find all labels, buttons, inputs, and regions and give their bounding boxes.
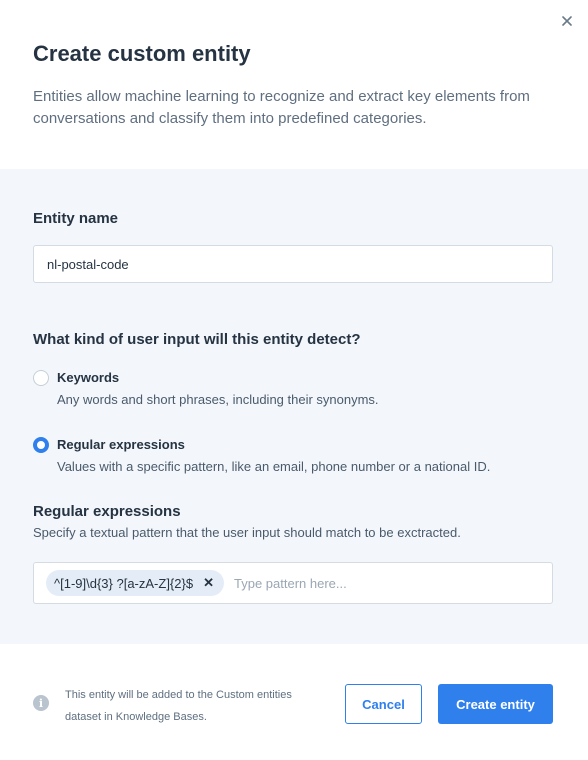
modal-subtitle: Entities allow machine learning to recognize and extract key elements from conversations and classify them into predefined categories. bbox=[33, 88, 530, 127]
keywords-description: Any words and short phrases, including their synonyms. bbox=[57, 392, 379, 407]
pattern-chip-label: ^[1-9]\d{3} ?[a-zA-Z]{2}$ bbox=[54, 575, 194, 591]
pattern-input-box[interactable] bbox=[33, 562, 553, 604]
modal-body bbox=[0, 169, 588, 644]
regex-section-description: Specify a textual pattern that the user input should match to be exctracted. bbox=[33, 525, 461, 540]
detect-question: What kind of user input will this entity detect? bbox=[33, 331, 361, 348]
regex-option-description: Values with a specific pattern, like an email, phone number or a national ID. bbox=[57, 459, 491, 474]
close-icon[interactable] bbox=[558, 12, 576, 30]
create-entity-button[interactable]: Create entity bbox=[438, 684, 553, 724]
regex-option-title: Regular expressions bbox=[57, 437, 185, 452]
entity-name-input[interactable]: nl-postal-code bbox=[33, 245, 553, 283]
modal-title: Create custom entity bbox=[33, 41, 251, 66]
keywords-title: Keywords bbox=[57, 370, 120, 385]
entity-name-label: Entity name bbox=[33, 210, 119, 227]
pattern-input[interactable] bbox=[234, 576, 474, 591]
remove-chip-icon[interactable]: ✕ bbox=[203, 575, 214, 590]
regex-section-label: Regular expressions bbox=[33, 503, 181, 520]
option-keywords[interactable] bbox=[33, 369, 379, 409]
option-regular-expressions[interactable] bbox=[33, 436, 490, 476]
regex-radio[interactable] bbox=[33, 437, 49, 453]
cancel-button[interactable]: Cancel bbox=[345, 684, 422, 724]
info-icon: i bbox=[33, 695, 49, 711]
info-text: This entity will be added to the Custom entities dataset in Knowledge Bases. bbox=[65, 689, 292, 723]
modal-header bbox=[0, 0, 588, 169]
keywords-radio[interactable] bbox=[33, 370, 49, 386]
modal-footer bbox=[0, 644, 588, 760]
pattern-chip bbox=[46, 570, 224, 596]
